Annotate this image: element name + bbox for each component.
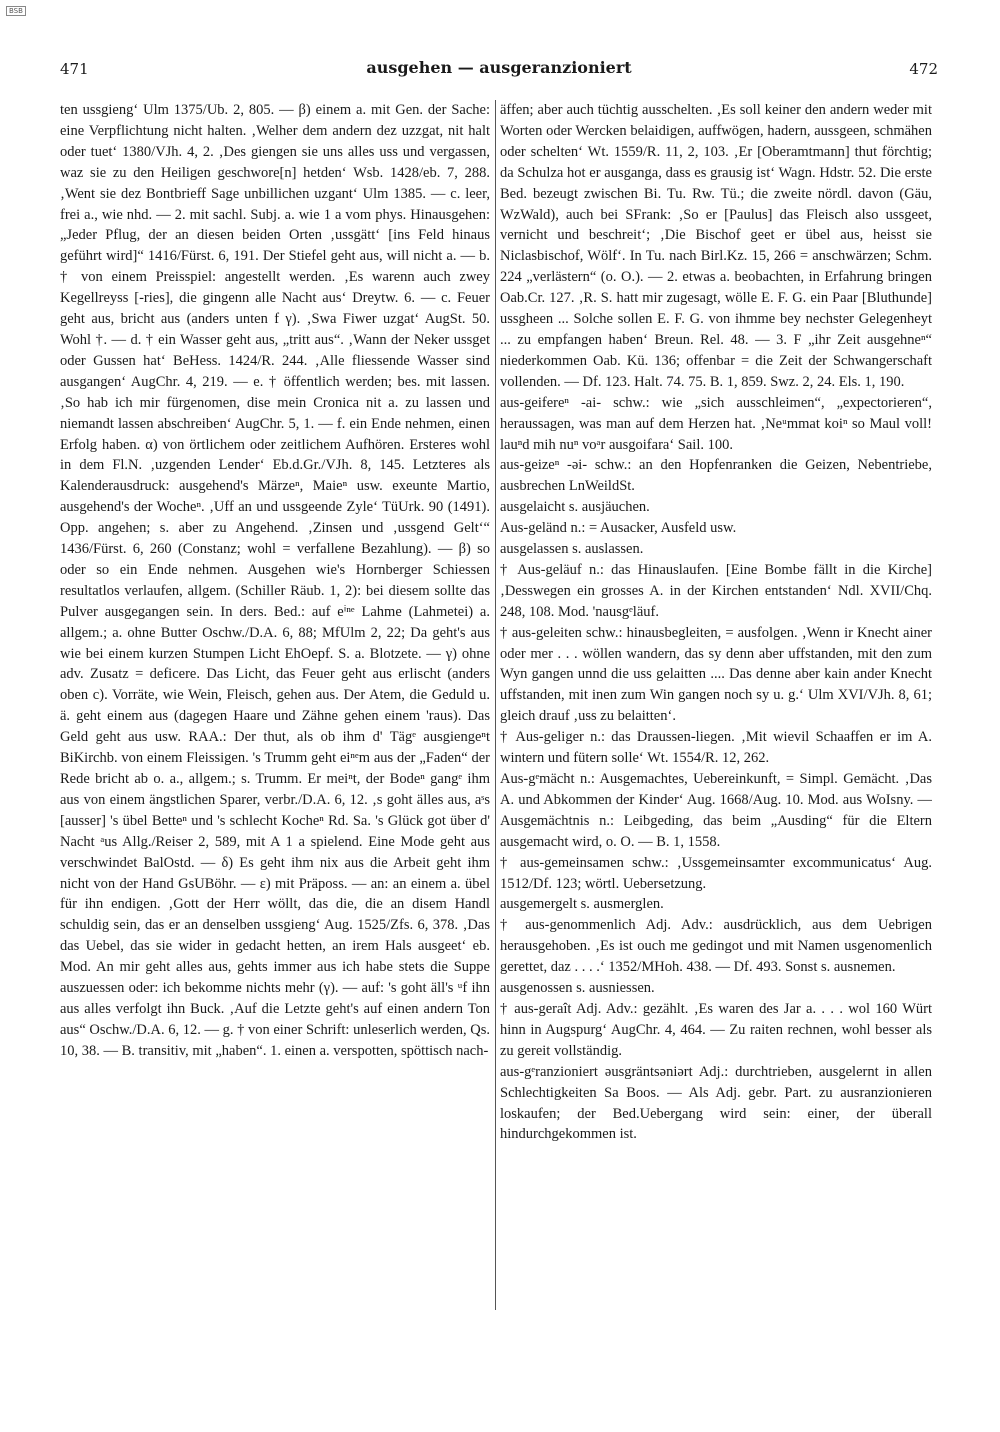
library-stamp: BSB bbox=[6, 6, 26, 16]
entry-aus-geifern: aus-geifereⁿ -ai- schw.: wie „sich ausschleimen“, „expectorieren“, heraussagen, was man auf dem Herzen hat. ‚Neᵘmmat koiⁿ so Maul voll! lauⁿd mih nuⁿ voᵃr ausgoifara‘ Sail. 100. bbox=[500, 394, 932, 453]
entry-aus-gelaeuf: † Aus-geläuf n.: das Hinauslaufen. [Eine Bombe fällt in die Kirche] ‚Desswegen ein grosses A. in der Kirchen entstanden‘ Ndl. XVII/Chq. 248, 108. Mod. 'nausgᵉläuf. bbox=[500, 561, 932, 620]
entry-paragraph: ten ussgieng‘ Ulm 1375/Ub. 2, 805. — β) einem a. mit Gen. der Sache: eine Verpflichtung nicht halten. ‚Welher dem andern dez uzzgat, nit halt oder tuet‘ 1380/VJh. 4, 2. ‚Des giengen sie uns alles uss und vergassen, waz sie zu den Heiligen geschwore[n] hetden‘ Wsb. 1428/eb. 7, 288. ‚Went sie dez Bontbrieff Sage unbillichen uzgant‘ Ulm 1385. — c. leer, frei a., wie nhd. — 2. mit sachl. Subj. a. wie 1 a vom phys. Hinausgehen: „Jeder Pflug, der an diesen beiden Orten ‚ussgätt‘ [ins Feld hinaus geführt wird]“ 1416/Fürst. 6, 191. Der Stiefel geht aus, will nicht a. — b. † von einem Preisspiel: angestellt werden. ‚Es warenn auch zwey Kegellreyss [-ries], die gingenn alle Nacht aus‘ Dreytw. 6. — c. Feuer geht aus, bricht aus (anders unten f γ). ‚Swa Fiwer uzgat‘ AugSt. 50. Wohl †. — d. † ein Wasser geht aus, „tritt aus“. ‚Wann der Neker ussget oder Gussen hat‘ BeHess. 1424/R. 244. ‚Alle fliessende Wasser sind ausgangen‘ AugChr. 4, 219. — e. † öffentlich werden; bes. mit lassen. ‚So hab ich mir fürgenomen, dise mein Cronica nit a. zu lassen und niemandt lassen abschreiben‘ AugChr. 5, 1. — f. ein Ende nehmen, einen Erfolg haben. α) von örtlichem oder zeitlichem Aufhören. Ersteres wohl in dem Fl.N. ‚uzgenden Lender‘ Eb.d.Gr./VJh. 8, 145. Letzteres als Kalenderausdruck: ausgehend's Märzeⁿ, Maieⁿ usw. exeunte Martio, ausgehend's der Wocheⁿ. ‚Uff an und ussgeende Zyle‘ TüUrk. 90 (1491). Opp. angehen; s. aber zu Angehend. ‚Zinsen und ‚ussgend Gelt‘“ 1436/Fürst. 6, 260 (Constanz; wohl = verfallene Bezahlung). — β) so oder so ein Ende nehmen. Ausgehen wie's Hornberger Schiessen resultatlos verlaufen, allgem. (Schiller Räub. 1, 2): bei diesem sollte das Pulver ausgegangen sein. In ders. Bed.: auf eⁱⁿᵉ Lahme (Lahmetei) a. allgem.; a. ohne Butter Oschw./D.A. 6, 88; MfUlm 2, 22; Da geht's aus wie bei einem kurzen Stumpen Licht EhOepf. S. a. Blotzete. — γ) ohne adv. Zusatz = deficere. Das Licht, das Feuer geht aus erlischt (anders oben c). Vorräte, wie Wein, Fleisch, gehen aus. Der Atem, die Geduld u. ä. geht einem aus (dagegen Haare und Zähne gehen einem 'raus). Das Geld geht aus usw. RAA.: Der thut, als ob ihm d' Tägᵉ ausgiengeⁿt BiKirchb. von einem Fleissigen. 's Trumm geht eiⁿᵉm aus der „Faden“ der Rede bricht ab o. a., allgem.; s. Trumm. Er meiⁿt, der Bodeⁿ gangᵉ ihm aus von einem ängstlichen Sparer, verbr./D.A. 6, 12. ‚s goht älles aus, aˢs [ausser] 's übel Betteⁿ und 's schlecht Kocheⁿ Rd. Sa. 's Glück got über d' Nacht ᵃus Allg./Reiser 2, 589, mit A 1 a spielend. Eine Mode geht aus verschwindet BalOstd. — δ) Es geht ihm nix aus die Arbeit geht ihm nicht von der Hand GsUBöhr. — ε) mit Präposs. — an: an einem a. übel für ihn endigen. ‚Gott der Herr wöllt, das die, die an disem Handl schuldig sein, das er an denselben ussgieng‘ Aug. 1525/Zfs. 6, 378. ‚Das das Uebel, das sie wider in gedacht hetten, an irem Hals ausgeet‘ eb. Mod. An mir geht alles aus, gehts immer aus ich habe stets die Suppe auszuessen oder: ich bekomme nichts mehr (γ). — auf: 's goht äll's ᵘf ihn aus alles verfolgt ihn Buck. ‚Auf die Letzte geht's auf einen andern Ton aus“ Oschw./D.A. 6, 12. — g. † von einer Schrift: unleserlich werden, Qs. 10, 38. — B. transitiv, mit „haben“. 1. einen a. verspotten, spöttisch nach- bbox=[60, 102, 490, 1059]
entry-ausgemergelt: ausgemergelt s. ausmerglen. bbox=[500, 896, 664, 913]
entry-aus-geizen: aus-geizeⁿ -əi- schw.: an den Hopfenranken die Geizen, Nebentriebe, ausbrechen LnWeildSt. bbox=[500, 457, 932, 495]
entry-aus-gemaecht: Aus-gᵉmächt n.: Ausgemachtes, Uebereinkunft, = Simpl. Gemächt. ‚Das A. und Abkommen der Kinder‘ Aug. 1668/Aug. 10. Mod. aus WoIsny. — Ausgemächtnis n.: Leibgeding, das beim „Ausding“ für die Eltern ausgemacht wird, o. O. — B. 1, 1558. bbox=[500, 771, 932, 850]
page-number-left: 471 bbox=[60, 60, 89, 78]
entry-paragraph: äffen; aber auch tüchtig ausschelten. ‚Es soll keiner den andern weder mit Worten oder Wercken belaidigen, auffwögen, hadern, aussgeen, schmähen oder schelten‘ Wt. 1559/R. 11, 2, 103. ‚Er [Oberamtmann] thut förchtig; da Schulza hot er ausganga, dass es grausig ist‘ Wagn. Hdstr. 52. Die erste Bed. bezeugt zwischen Bi. Tu. Rw. Tü.; die zweite nördl. davon (Gäu, WzWald), auch bei SFrank: ‚So er [Paulus] das Fleisch also ussgeet, vernicht und beschreit‘; ‚Die Bischof geet er übel aus, heisst sie Niclasbischof, Wölf‘. In Tu. nach Birl.Kz. 15, 266 = anschwärzen; Schm. 224 „verlästern“ (o. O.). — 2. etwas a. beobachten, in Erfahrung bringen Oab.Cr. 127. ‚R. S. hatt mir zugesagt, wölle E. F. G. ein Paar [Bluthunde] ussgheen ... Solche sollen E. F. G. von ihmme bey nechster Gelegenheyt ... zu empfangen haben‘ Breun. Rel. 48. — 3. F „ihr Zeit ausgehneⁿ“ niederkommen Oab. Kü. 136; offenbar = die Zeit der Schwangerschaft vollenden. — Df. 123. Halt. 74. 75. B. 1, 859. Swz. 2, 24. Els. 1, 190. bbox=[500, 102, 932, 390]
column-divider bbox=[495, 100, 496, 1310]
entry-ausgelaicht: ausgelaicht s. ausjäuchen. bbox=[500, 499, 650, 516]
right-column bbox=[500, 100, 932, 1330]
entry-aus-gemeinsamen: † aus-gemeinsamen schw.: ‚Ussgemeinsamter excommunicatus‘ Aug. 1512/Df. 123; wörtl. Uebersetzung. bbox=[500, 854, 932, 892]
entry-aus-genommenlich: † aus-genommenlich Adj. Adv.: ausdrücklich, aus dem Uebrigen herausgehoben. ‚Es ist ouch me gedingot und mit Namen usgenomenlich gerettet, daz . . . .‘ 1352/MHoh. 438. — Df. 493. Sonst s. ausnemen. bbox=[500, 917, 932, 976]
page-number-right: 472 bbox=[909, 60, 938, 78]
entry-ausgelassen: ausgelassen s. auslassen. bbox=[500, 541, 644, 558]
entry-aus-geliger: † Aus-geliger n.: das Draussen-liegen. ‚Mit wievil Schaaffen er im A. wintern und fütern solle‘ Wt. 1554/R. 12, 262. bbox=[500, 729, 932, 767]
entry-aus-geleiten: † aus-geleiten schw.: hinausbegleiten, = ausfolgen. ‚Wenn ir Knecht ainer oder mer . . . wöllen wandern, das sy denn aber uffstanden, mit den zum Wyn gangen unnd die uss gelaitten .... Das denne aber kain ander Knecht uffstanden, mit inen zum Win gangen noch sy u. g.‘ Ulm XVI/VJh. 8, 61; gleich drauf ‚uss zu belaitten‘. bbox=[500, 624, 932, 725]
running-head: ausgehen — ausgeranzioniert bbox=[366, 58, 632, 77]
left-column bbox=[60, 100, 490, 1330]
entry-aus-geranzioniert: aus-gᵉranzioniert əusgräntsəniərt Adj.: durchtrieben, ausgelernt in allen Schlechtigkeiten Sa Boos. — Als Adj. gebr. Part. zu ausranzionieren loskaufen; der Bed.Uebergang wird sein: einer, der überall hindurchgekommen ist. bbox=[500, 1063, 932, 1143]
entry-aus-geraeit: † aus-geraît Adj. Adv.: gezählt. ‚Es waren des Jar a. . . . wol 160 Würt hinn in Augspurg‘ AugChr. 4, 464. — Zu raiten rechnen, wohl besser als zu gereit vollständig. bbox=[500, 1000, 932, 1059]
entry-aus-gelaend: Aus-geländ n.: = Ausacker, Ausfeld usw. bbox=[500, 520, 737, 537]
entry-ausgenossen: ausgenossen s. ausniessen. bbox=[500, 980, 655, 997]
page-header bbox=[60, 58, 938, 84]
